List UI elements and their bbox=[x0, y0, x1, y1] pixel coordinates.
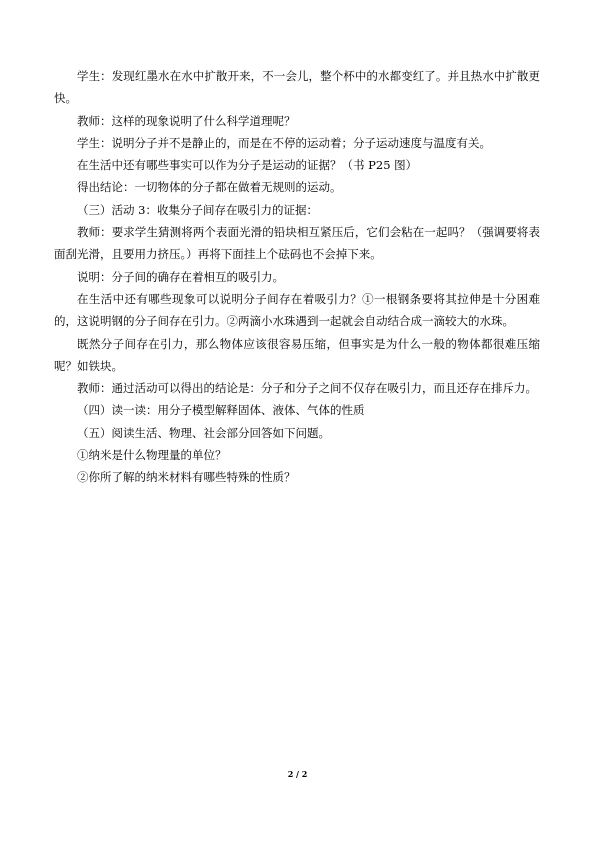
document-body bbox=[54, 65, 540, 489]
paragraph-attraction-explanation: 说明：分子间的确存在着相互的吸引力。 bbox=[77, 269, 284, 284]
paragraph-attraction-examples: 在生活中还有哪些现象可以说明分子间存在着吸引力？①一根钢条要将其拉伸是十分困难的，这说明钢的分子间存在引力。②两滴小水珠遇到一起就会自动结合成一滴较大的水珠。 bbox=[54, 291, 540, 329]
paragraph-teacher-question: 教师：这样的现象说明了什么科学道理呢？ bbox=[77, 113, 296, 128]
question-nanomaterial-properties: ②你所了解的纳米材料有哪些特殊的性质？ bbox=[77, 470, 296, 485]
paragraph-teacher-lead-blocks: 教师：要求学生猜测将两个表面光滑的铅块相互紧压后，它们会粘在一起吗？（强调要将表面刮光滑，且要用力挤压。）再将下面挂上个砝码也不会掉下来。 bbox=[54, 225, 540, 262]
paragraph-student-observation: 学生：发现红墨水在水中扩散开来，不一会儿，整个杯中的水都变红了。并且热水中扩散更快。 bbox=[54, 69, 540, 106]
paragraph-evidence-question: 在生活中还有哪些事实可以作为分子是运动的证据？（书 P25 图） bbox=[77, 158, 418, 173]
section-heading-activity-3: （三）活动 3：收集分子间存在吸引力的证据： bbox=[77, 202, 318, 217]
paragraph-teacher-summary: 教师：通过活动可以得出的结论是：分子和分子之间不仅存在吸引力，而且还存在排斥力。 bbox=[77, 381, 537, 396]
section-heading-read: （四）读一读：用分子模型解释固体、液体、气体的性质 bbox=[77, 403, 365, 418]
paragraph-conclusion: 得出结论：一切物体的分子都在做着无规则的运动。 bbox=[77, 180, 342, 195]
paragraph-student-answer: 学生：说明分子并不是静止的，而是在不停的运动着；分子运动速度与温度有关。 bbox=[77, 135, 491, 150]
page-number: 2 / 2 bbox=[287, 769, 308, 779]
paragraph-compression-question: 既然分子间存在引力，那么物体应该很容易压缩，但事实是为什么一般的物体都很难压缩呢？如铁块。 bbox=[54, 336, 540, 373]
question-nanometer-unit: ①纳米是什么物理量的单位？ bbox=[77, 448, 227, 463]
section-heading-reading-questions: （五）阅读生活、物理、社会部分回答如下问题。 bbox=[77, 425, 330, 440]
